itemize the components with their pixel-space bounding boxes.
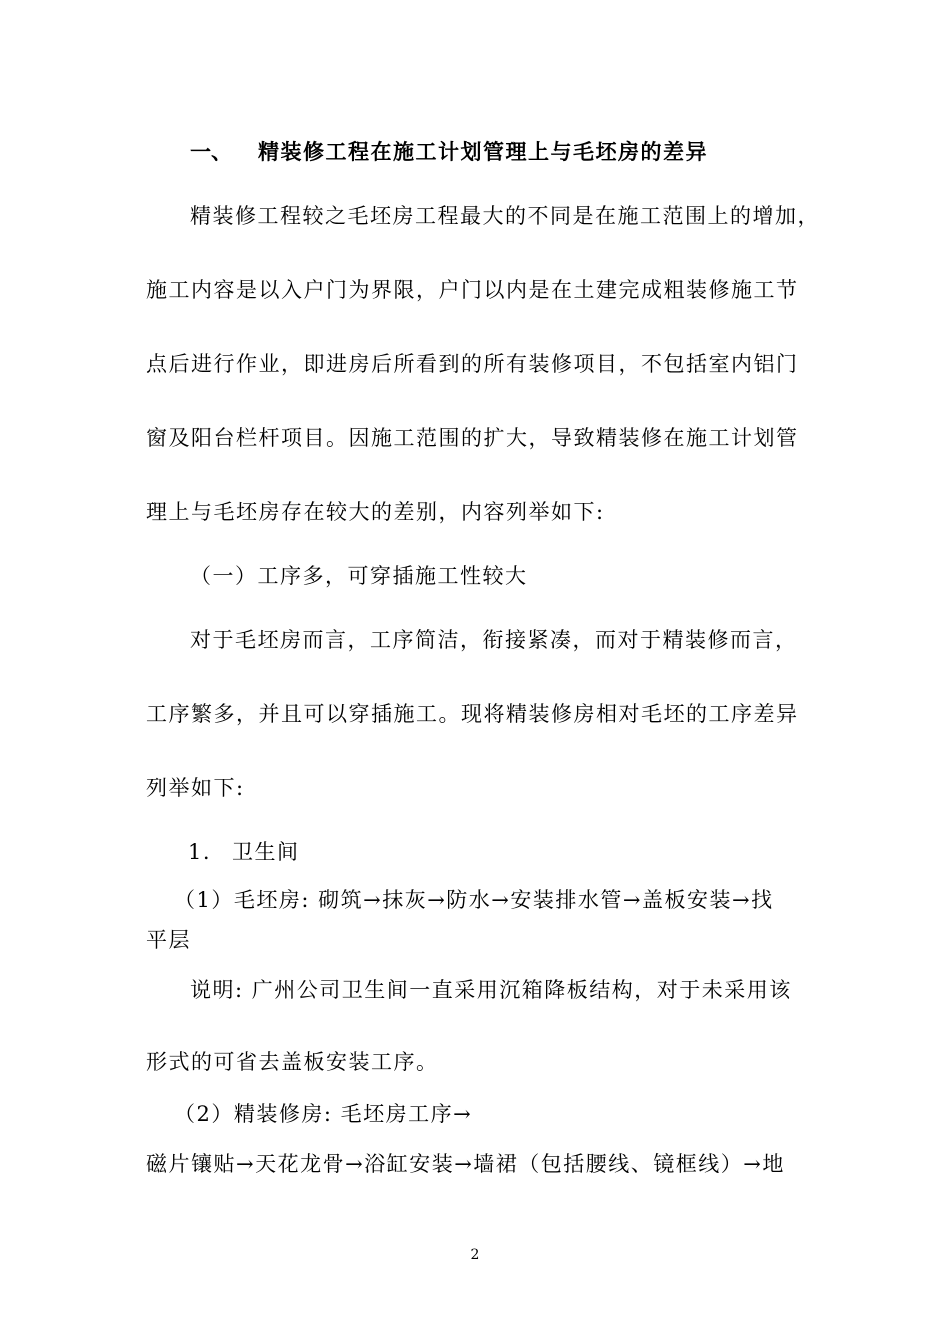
subsection-heading: （一）工序多，可穿插施工性较大 (190, 564, 528, 588)
section-number: 一、 (190, 139, 232, 164)
item-title: 卫生间 (232, 840, 300, 864)
process-line-3: 列举如下: (146, 776, 245, 800)
intro-line-3: 点后进行作业，即进房后所看到的所有装修项目，不包括室内铝门 (146, 352, 799, 376)
page-number: 2 (470, 1247, 480, 1263)
intro-line-5: 理上与毛坯房存在较大的差别，内容列举如下: (146, 500, 605, 524)
process-line-2: 工序繁多，并且可以穿插施工。现将精装修房相对毛坯的工序差异 (146, 702, 799, 726)
rough-house-line-2: 平层 (146, 928, 191, 952)
rough-house-line-1: （1）毛坯房: 砌筑→抹灰→防水→安装排水管→盖板安装→找 (174, 888, 774, 912)
finished-house-line-1: （2）精装修房: 毛坯房工序→ (174, 1102, 473, 1126)
intro-line-1: 精装修工程较之毛坯房工程最大的不同是在施工范围上的增加， (190, 204, 820, 228)
note-line-1: 说明: 广州公司卫生间一直采用沉箱降板结构，对于未采用该 (190, 978, 792, 1002)
intro-line-4: 窗及阳台栏杆项目。因施工范围的扩大，导致精装修在施工计划管 (146, 426, 799, 450)
finished-house-line-2: 磁片镶贴→天花龙骨→浴缸安装→墙裙（包括腰线、镜框线）→地 (146, 1152, 785, 1176)
note-line-2: 形式的可省去盖板安装工序。 (146, 1050, 439, 1074)
section-title: 精装修工程在施工计划管理上与毛坯房的差异 (258, 139, 708, 164)
item-number: 1. (188, 840, 212, 864)
intro-line-2: 施工内容是以入户门为界限，户门以内是在土建完成粗装修施工节 (146, 278, 799, 302)
process-line-1: 对于毛坯房而言，工序简洁，衔接紧凑，而对于精装修而言， (190, 628, 798, 652)
